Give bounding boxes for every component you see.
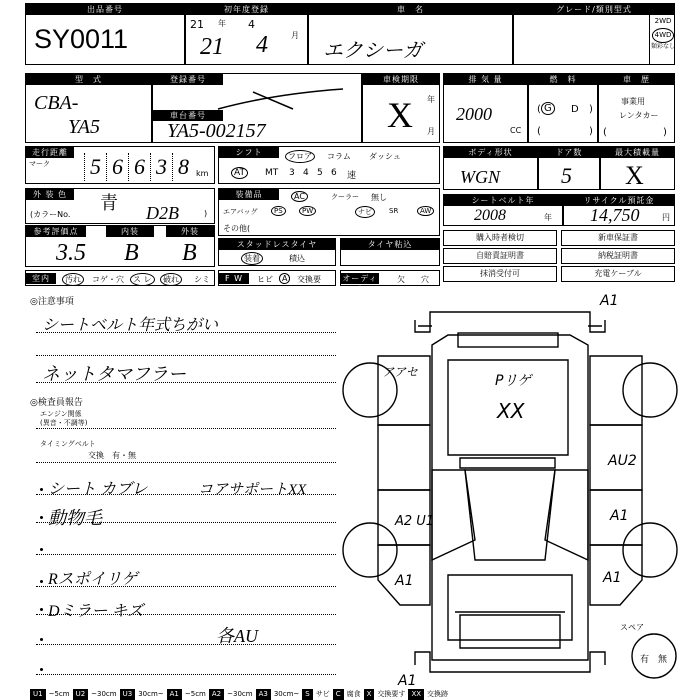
displacement-value: 2000 (456, 104, 492, 124)
damage-roof: Pリゲ (495, 373, 532, 389)
timing-sub: 交換 有・無 (88, 451, 136, 460)
damage-right-low1: A1 (610, 508, 629, 524)
spare-label: スペア (620, 623, 644, 632)
notes-line (36, 355, 336, 356)
interior-label: 内装 (106, 226, 154, 237)
fw-replace: 交換要 (297, 275, 321, 284)
first-reg-label: 初年度登録 (186, 4, 307, 15)
model-box (25, 73, 152, 143)
color-label: 外 装 色 (26, 189, 74, 200)
document-item: 自賠責証明書 (443, 248, 557, 264)
displacement-label: 排 気 量 (444, 74, 527, 85)
legend-value: 30cm~ (138, 690, 164, 698)
belt-value: 2008 (474, 207, 506, 224)
equip-cooler: クーラー (331, 193, 359, 201)
inspector-line (36, 462, 336, 463)
document-item: 抹消受付可 (443, 266, 557, 282)
chassis-value: YA5-002157 (167, 120, 266, 142)
legend-value: 腐食 (346, 690, 361, 698)
doors-box (538, 146, 600, 190)
lot-number: SY0011 (34, 24, 129, 54)
color-code-label: (カラーNo. (30, 210, 71, 219)
model-line1: CBA- (34, 92, 79, 114)
car-name-value: エクシーガ (323, 40, 423, 62)
belt-box (443, 194, 563, 226)
first-reg-month: 4 (256, 32, 268, 58)
belt-label: シートベルト年 (444, 195, 562, 206)
report-6: 各AU (216, 626, 258, 646)
damage-front-left: アアセ (382, 365, 418, 379)
legend-key: A2 (209, 689, 224, 700)
color-box (25, 188, 215, 224)
equip-sr: SR (389, 207, 399, 215)
inspection-mark: X (387, 95, 413, 135)
bullet-line (36, 644, 336, 645)
first-reg-year-print: 21 (190, 18, 204, 31)
mileage-digits (84, 153, 194, 181)
equipment-label: 装備品 (219, 189, 279, 200)
legend-value: ~5cm (48, 690, 70, 698)
damage-right-low2: A1 (603, 570, 622, 586)
mileage-digit: 3 (150, 153, 172, 181)
displacement-unit: CC (510, 126, 522, 135)
legend-key: A3 (256, 689, 271, 700)
fw-label: F W (219, 273, 249, 284)
interior-scuff: ス レ (130, 273, 155, 286)
damage-top: A1 (600, 293, 619, 309)
month-unit: 月 (291, 31, 299, 40)
gear-5: 5 (317, 168, 323, 178)
equip-navi: ナビ (355, 206, 375, 218)
mileage-label: 走行距離 (26, 147, 74, 158)
recycle-label: リサイクル預託金 (564, 195, 674, 206)
body-value: WGN (460, 167, 500, 187)
history-rental: レンタカー (619, 111, 659, 120)
studless-box (218, 238, 336, 266)
bullet-line (36, 554, 336, 555)
mileage-digit: 6 (106, 153, 128, 181)
damage-left-mid: A2 U1 (395, 514, 435, 529)
legend-key: A1 (167, 689, 182, 700)
document-item: 納税証明書 (561, 248, 675, 264)
score-box (25, 225, 215, 267)
color-code: D2B (146, 203, 179, 223)
shift-column: コラム (327, 152, 351, 161)
inspection-box (362, 73, 440, 143)
mileage-box (25, 146, 215, 184)
fuel-box (528, 73, 598, 143)
shift-floor: フロア (285, 150, 315, 163)
shift-at: AT (231, 167, 248, 179)
lot-label: 出品番号 (26, 4, 184, 15)
engine-sub: (異音・不調等) (40, 419, 88, 427)
timing-label: タイミングベルト (40, 440, 96, 448)
interior-stain: シミ (194, 275, 210, 284)
fuel-g: G (541, 102, 555, 115)
audio-row (340, 270, 440, 294)
bullet-dot (40, 488, 43, 491)
history-business: 事業用 (621, 97, 645, 106)
legend-value: ~30cm (227, 690, 253, 698)
report-4: Rスポイリゲ (48, 571, 138, 588)
diagram-labels (620, 623, 668, 665)
bullet-dot (40, 608, 43, 611)
bullet-line (36, 674, 336, 675)
capacity-box (600, 146, 675, 190)
engine-label: エンジン関係 (40, 410, 82, 418)
model-line2: YA5 (68, 116, 100, 138)
gear-6: 6 (331, 168, 337, 178)
document-item: 新車保証書 (561, 230, 675, 246)
legend-value: ~5cm (184, 690, 206, 698)
tire-label: タイヤ粘込 (341, 239, 439, 250)
exterior-label: 外装 (166, 226, 214, 237)
mileage-digit: 5 (84, 153, 106, 181)
grade-box (513, 3, 675, 65)
equip-pw: PW (299, 206, 316, 216)
notes-title: ◎注意事項 (30, 297, 74, 307)
car-name-box (308, 3, 513, 65)
legend-value: サビ (315, 690, 330, 698)
inspection-label: 車検期限 (363, 74, 439, 85)
score-label: 参考評価点 (26, 226, 86, 237)
report-1: シート カブレ (48, 481, 148, 498)
belt-unit: 年 (544, 213, 552, 222)
equip-other: その他( (223, 224, 251, 233)
spare-value: 有 (640, 655, 650, 665)
year-unit: 年 (218, 19, 226, 28)
interior-tear: 破れ (160, 273, 182, 286)
studless-fitted: 装着 (241, 252, 263, 265)
doors-value: 5 (561, 163, 572, 188)
shift-box (218, 146, 440, 184)
studless-loaded: 積込 (289, 254, 305, 263)
displacement-box (443, 73, 528, 143)
studless-label: スタッドレスタイヤ (219, 239, 335, 250)
interior-row-label: 室内 (26, 273, 56, 284)
equip-ac: AC (291, 191, 308, 202)
legend-key: U3 (120, 689, 136, 700)
inspector-title: ◎検査員報告 (30, 398, 83, 408)
equip-ps: PS (271, 206, 286, 216)
legend-key: XX (408, 689, 424, 700)
mileage-digit: 6 (128, 153, 150, 181)
bullet-dot (40, 668, 43, 671)
history-paren-close: ) (663, 127, 667, 138)
mileage-digit: 8 (172, 153, 194, 181)
shift-mt: MT (265, 168, 279, 178)
equip-aw: AW (417, 206, 434, 216)
note-1: シートベルト年式ちがい (42, 317, 219, 334)
damage-right-mid: AU2 (608, 453, 637, 469)
legend-key: S (302, 689, 312, 700)
mileage-unit: km (196, 169, 209, 178)
body-box (443, 146, 538, 190)
gear-4: 4 (303, 168, 309, 178)
damage-bottom: A1 (398, 673, 417, 689)
equip-airbag: エアバッグ (223, 208, 258, 216)
mileage-sub: マーク (29, 160, 50, 168)
grade-none: 類彩なし (650, 43, 675, 50)
fuel-paren-close: ) (589, 104, 593, 115)
recycle-box (563, 194, 675, 226)
first-reg-year: 21 (200, 34, 224, 60)
note-2: ネットタマフラー (42, 364, 186, 384)
recycle-unit: 円 (662, 213, 670, 222)
inspector-line (36, 428, 336, 429)
gear-speed: 速 (347, 171, 357, 181)
fuel-label: 燃 料 (529, 74, 597, 85)
reg-label: 登録番号 (153, 74, 223, 85)
spare-none: 無 (658, 655, 668, 665)
audio-hole: 穴 (421, 275, 429, 284)
recycle-value: 14,750 (590, 205, 640, 225)
body-label: ボディ形状 (444, 147, 537, 158)
documents-grid (443, 230, 675, 285)
interior-burn: コゲ・穴 (92, 275, 124, 284)
legend-key: U1 (30, 689, 46, 700)
car-damage-diagram (340, 290, 700, 690)
history-box (598, 73, 675, 143)
fuel-paren-open: ( (537, 104, 541, 115)
document-item: 購入時者検切 (443, 230, 557, 246)
capacity-label: 最大積載量 (601, 147, 674, 158)
history-paren-open: ( (603, 127, 607, 138)
legend-value: 交換要す (377, 690, 406, 698)
fw-a: A (279, 273, 290, 284)
legend-key: U2 (73, 689, 89, 700)
fw-row (218, 270, 336, 286)
report-1b: コアサポートXX (198, 482, 307, 498)
registration-box (152, 73, 362, 143)
insp-year-unit: 年 (427, 95, 435, 104)
fuel-d: D (571, 104, 579, 115)
color-code-close: ) (204, 209, 208, 218)
bullet-dot (40, 548, 43, 551)
gear-3: 3 (289, 168, 295, 178)
shift-dash: ダッシュ (369, 152, 401, 161)
car-name-label: 車 名 (309, 4, 512, 15)
interior-row (25, 270, 215, 286)
fuel-paren2-open: ( (537, 126, 541, 137)
interior-score: B (124, 240, 139, 266)
bullet-dot (40, 516, 43, 519)
legend-key: X (364, 689, 375, 700)
damage-roof-2: XX (497, 399, 525, 423)
damage-legend (30, 689, 695, 700)
shift-label: シフト (219, 147, 279, 158)
grade-label: グレード/類別型式 (514, 4, 674, 15)
grade-2wd: 2WD (654, 17, 672, 25)
audio-label: オーディオ (342, 274, 378, 294)
fw-crack: ヒビ (257, 275, 273, 284)
history-label: 車 歴 (599, 74, 674, 85)
grade-4wd: 4WD (652, 28, 675, 43)
fuel-paren2-close: ) (589, 126, 593, 137)
first-registration-box (185, 3, 308, 65)
reg-strike (213, 84, 353, 114)
equipment-box (218, 188, 440, 236)
damage-left-low: A1 (395, 573, 414, 589)
insp-month-unit: 月 (427, 127, 435, 136)
report-2: 動物毛 (48, 508, 102, 528)
lot-box (25, 3, 185, 65)
legend-value: ~30cm (91, 690, 117, 698)
equip-none: 無し (371, 193, 387, 202)
bullet-dot (40, 580, 43, 583)
capacity-value: X (625, 161, 644, 190)
model-label: 型 式 (26, 74, 151, 85)
doors-label: ドア数 (539, 147, 599, 158)
tire-box (340, 238, 440, 266)
interior-dirt: 汚れ (62, 273, 84, 286)
first-reg-month-print: 4 (248, 18, 255, 31)
document-item: 充電ケーブル (561, 266, 675, 282)
exterior-score: B (182, 240, 197, 266)
chassis-label: 車台番号 (153, 110, 223, 121)
legend-key: C (333, 689, 344, 700)
bullet-dot (40, 638, 43, 641)
legend-value: 交換跡 (427, 690, 449, 698)
audio-missing: 欠 (397, 275, 405, 284)
legend-value: 30cm~ (273, 690, 300, 698)
color-value: 青 (100, 193, 118, 213)
score-value: 3.5 (56, 240, 86, 266)
report-5: Dミラー キズ (48, 603, 144, 620)
